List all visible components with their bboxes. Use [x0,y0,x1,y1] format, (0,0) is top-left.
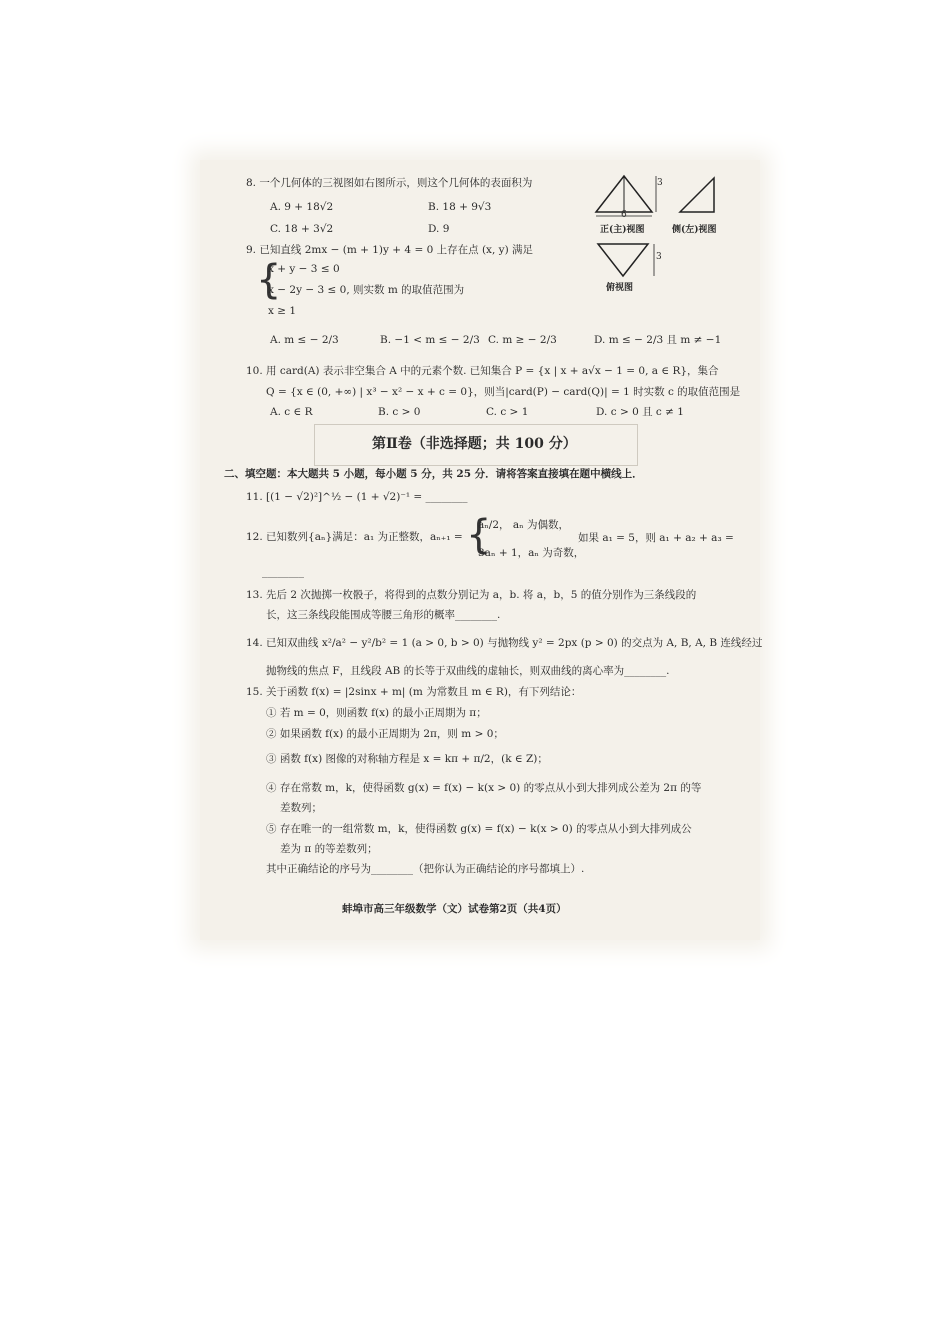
q15-statement-5-cont: 差为 π 的等差数列； [280,843,378,855]
q10-line-2: Q = {x ∈ (0, +∞) | x³ − x² − x + c = 0}，则当|card(P) − card(Q)| = 1 时实数 c 的取值范围是 [266,386,741,398]
q9-option-a: A. m ≤ − 2/3 [270,334,339,346]
q12-brace: { [466,512,492,558]
q15-statement-1: ① 若 m = 0，则函数 f(x) 的最小正周期为 π； [266,707,487,719]
q9-option-d: D. m ≤ − 2/3 且 m ≠ −1 [594,334,722,346]
q8-option-d: D. 9 [428,223,450,235]
q15-conclusion: 其中正确结论的序号为________（把你认为正确结论的序号都填上）. [266,863,585,875]
q15-statement-3: ③ 函数 f(x) 图像的对称轴方程是 x = kπ + π/2，(k ∈ Z)； [266,753,548,765]
three-view-figure [590,172,740,302]
q9-stem: 9. 已知直线 2mx − (m + 1)y + 4 = 0 上存在点 (x, y) 满足 [246,244,534,256]
q9-option-c: C. m ≥ − 2/3 [488,334,557,346]
q12-answer-blank: ________ [262,566,304,578]
q15-statement-4-cont: 差数列； [280,802,322,814]
q10-option-a: A. c ∈ R [270,406,313,418]
q8-option-b: B. 18 + 9√3 [428,201,492,213]
q12-tail: 如果 a₁ = 5，则 a₁ + a₂ + a₃ = [578,532,734,544]
page-footer: 蚌埠市高三年级数学（文）试卷第2页（共4页） [342,903,567,915]
part-2-heading: 二、填空题：本大题共 5 小题，每小题 5 分，共 25 分．请将答案直接填在题中横线上． [224,468,643,480]
q15-statement-5: ⑤ 存在唯一的一组常数 m，k，使得函数 g(x) = f(x) − k(x > 0) 的零点从小到大排列成公 [266,823,692,835]
q8-stem: 8. 一个几何体的三视图如右图所示，则这个几何体的表面积为 [246,177,533,189]
q13-line-1: 13. 先后 2 次抛掷一枚骰子，将得到的点数分别记为 a，b. 将 a，b，5 的值分别作为三条线段的 [246,589,697,601]
top-view-label: 俯视图 [606,283,634,293]
front-view-label: 正(主)视图 [600,225,645,235]
q9-condition-3: x ≥ 1 [268,305,297,317]
q13-line-2: 长，这三条线段能围成等腰三角形的概率________. [266,609,501,621]
q14-line-2: 抛物线的焦点 F，且线段 AB 的长等于双曲线的虚轴长，则双曲线的离心率为________. [266,665,670,677]
q9-condition-2: x − 2y − 3 ≤ 0, 则实数 m 的取值范围为 [268,284,465,296]
q10-line-1: 10. 用 card(A) 表示非空集合 A 中的元素个数. 已知集合 P = {x | x + a√x − 1 = 0, a ∈ R}，集合 [246,365,719,377]
q15-stem: 15. 关于函数 f(x) = |2sinx + m| (m 为常数且 m ∈ R)，有下列结论： [246,686,582,698]
section-2-title: 第Ⅱ卷（非选择题；共 100 分） [372,436,577,452]
q8-option-a: A. 9 + 18√2 [270,201,334,213]
q9-option-b: B. −1 < m ≤ − 2/3 [380,334,480,346]
dim-width: 6 [621,210,627,220]
q9-brace: { [256,257,282,303]
q12-case-2: 3aₙ + 1，aₙ 为奇数， [478,547,585,559]
q10-option-d: D. c > 0 且 c ≠ 1 [596,406,684,418]
q10-option-c: C. c > 1 [486,406,529,418]
q15-statement-4: ④ 存在常数 m，k，使得函数 g(x) = f(x) − k(x > 0) 的零点从小到大排列成公差为 2π 的等 [266,782,702,794]
q12-case-1: aₙ/2， aₙ 为偶数， [478,519,569,531]
side-view-label: 侧(左)视图 [672,225,717,235]
q9-condition-1: x + y − 3 ≤ 0 [268,263,340,275]
q14-line-1: 14. 已知双曲线 x²/a² − y²/b² = 1 (a > 0, b > 0) 与抛物线 y² = 2px (p > 0) 的交点为 A, B, A, B 连线经过 [246,637,763,649]
q11-text: 11. [(1 − √2)²]^½ − (1 + √2)⁻¹ = ________ [246,491,468,503]
q15-statement-2: ② 如果函数 f(x) 的最小正周期为 2π，则 m > 0； [266,728,504,740]
dim-height: 3 [657,178,663,188]
dim-top: 3 [656,252,662,262]
q8-option-c: C. 18 + 3√2 [270,223,334,235]
q12-stem: 12. 已知数列{aₙ}满足：a₁ 为正整数，aₙ₊₁ = [246,531,463,543]
q10-option-b: B. c > 0 [378,406,421,418]
